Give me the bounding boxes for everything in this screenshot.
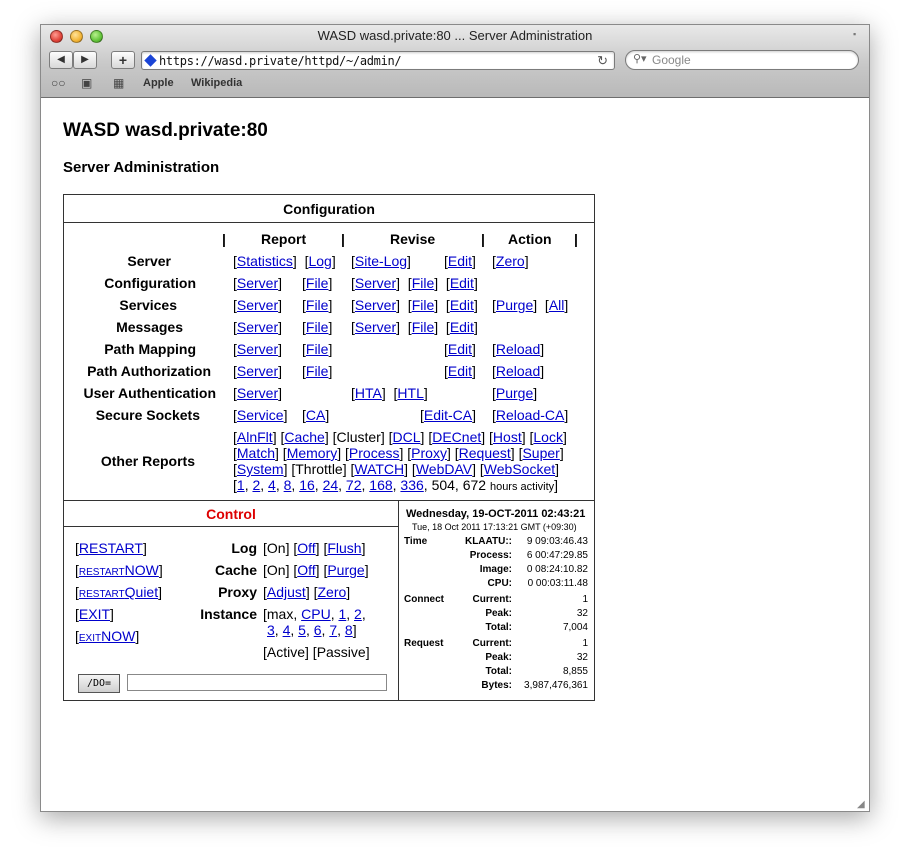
log-label: Log — [231, 540, 257, 556]
other-reports-line-2: [Match] [Memory] [Process] [Proxy] [Request] [Super] — [233, 445, 564, 461]
lock-icon: ▪ — [853, 29, 857, 39]
other-reports-line-1: [AlnFlt] [Cache] [Cluster] [DCL] [DECnet] [Host] [Lock] — [233, 429, 567, 445]
window-title: WASD wasd.private:80 ... Server Administration — [317, 28, 593, 43]
row-label-path-mapping: Path Mapping — [104, 341, 196, 357]
stats-cpu-label: CPU: — [487, 578, 512, 589]
action-link-group: [Reload] — [492, 341, 545, 357]
log-flush-link[interactable]: Flush — [327, 540, 362, 556]
stats-connect-current-value: 1 — [582, 594, 588, 605]
report-match-link[interactable]: Match — [236, 445, 276, 461]
exit-link[interactable]: EXIT — [78, 606, 111, 622]
site-icon — [144, 54, 156, 66]
revise-edit-group: [Edit] — [444, 253, 476, 269]
services-revise-server-link[interactable]: Server — [354, 297, 397, 313]
messages-server-link[interactable]: Server — [236, 319, 279, 335]
server-edit-link[interactable]: Edit — [447, 253, 473, 269]
col-header-action: Action — [508, 231, 552, 247]
search-icon: ⚲▾ — [633, 53, 647, 65]
report-proxy-link[interactable]: Proxy — [411, 445, 447, 461]
hours-plain-text: 504, 672 — [431, 477, 487, 493]
action-link-group: [Reload] — [492, 363, 545, 379]
page-title: WASD wasd.private:80 — [63, 120, 268, 141]
stats-request-peak-label: Peak: — [485, 652, 512, 663]
col-header-revise: Revise — [390, 231, 436, 247]
add-bookmark-button[interactable] — [111, 51, 135, 69]
report-throttle-text: Throttle — [295, 461, 343, 477]
hours-2-link[interactable]: 2 — [252, 477, 261, 493]
plus-icon: + — [118, 52, 128, 68]
messages-revise-server-link[interactable]: Server — [354, 319, 397, 335]
proxy-controls: [Adjust] [Zero] — [263, 584, 351, 600]
secure-sockets-ca-link[interactable]: CA — [305, 407, 326, 423]
stats-date: Wednesday, 19-OCT-2011 02:43:21 — [406, 508, 586, 520]
forward-button[interactable] — [73, 51, 97, 69]
address-bar[interactable] — [141, 51, 615, 70]
path-authorization-edit-link[interactable]: Edit — [447, 363, 473, 379]
instance-4-link[interactable]: 4 — [282, 622, 291, 638]
do-command-area — [64, 500, 398, 700]
report-memory-link[interactable]: Memory — [286, 445, 338, 461]
stats-node-label: KLAATU:: — [464, 536, 512, 547]
instance-3-link[interactable]: 3 — [267, 622, 275, 638]
instance-6-link[interactable]: 6 — [313, 622, 322, 638]
restart-quiet-smallcaps: RESTART — [78, 589, 125, 600]
report-process-link[interactable]: Process — [348, 445, 400, 461]
report-link-group: [Statistics] [Log] — [233, 253, 336, 269]
services-file-link[interactable]: File — [305, 297, 329, 313]
instance-label: Instance — [200, 606, 257, 622]
report-host-link[interactable]: Host — [492, 429, 522, 445]
stats-process-value: 6 00:47:29.85 — [526, 550, 588, 561]
stats-connect-peak-label: Peak: — [485, 608, 512, 619]
services-revise-file-link[interactable]: File — [411, 297, 435, 313]
col-header-report: Report — [261, 231, 307, 247]
report-link-group: [CA] — [302, 407, 330, 423]
messages-edit-link[interactable]: Edit — [449, 319, 474, 335]
control-heading: Control — [206, 506, 256, 522]
instance-2-link[interactable]: 2 — [354, 606, 362, 622]
stats-request-total-label: Total: — [485, 666, 512, 677]
stats-process-label: Process: — [469, 550, 512, 561]
report-lock-link[interactable]: Lock — [533, 429, 563, 445]
row-label-secure-sockets: Secure Sockets — [95, 407, 200, 423]
revise-link-group: [Edit] — [444, 363, 476, 379]
stats-request-bytes-label: Bytes: — [481, 680, 512, 691]
revise-link-group: [Server] [File] [Edit] — [351, 319, 478, 335]
cache-controls: [On] [Off] [Purge] — [263, 562, 369, 578]
hours-suffix-text: hours activity — [489, 481, 555, 493]
configuration-server-link[interactable]: Server — [236, 275, 279, 291]
bookmark-apple[interactable]: Apple — [143, 77, 174, 89]
report-link-group: [Server] — [233, 297, 283, 313]
instance-1-link[interactable]: 1 — [338, 606, 347, 622]
user-authentication-htl-link[interactable]: HTL — [397, 385, 424, 401]
hours-16-link[interactable]: 16 — [299, 477, 315, 493]
stats-request-total-value: 8,855 — [562, 666, 588, 677]
server-zero-link[interactable]: Zero — [495, 253, 525, 269]
stats-connect-peak-value: 32 — [576, 608, 588, 619]
restart-link[interactable]: RESTART — [78, 540, 143, 556]
instance-5-link[interactable]: 5 — [298, 622, 306, 638]
row-label-messages: Messages — [116, 319, 183, 335]
instance-controls-line-1: [max, CPU, 1, 2, — [263, 606, 366, 622]
secure-sockets-reload-ca-link[interactable]: Reload-CA — [495, 407, 565, 423]
proxy-label: Proxy — [218, 584, 257, 600]
configuration-revise-file-link[interactable]: File — [411, 275, 435, 291]
reload-icon[interactable]: ↻ — [597, 53, 608, 68]
server-site-log-link[interactable]: Site-Log — [354, 253, 408, 269]
instance-7-link[interactable]: 7 — [329, 622, 338, 638]
report-link-group: [Server] — [233, 363, 283, 379]
secure-sockets-service-link[interactable]: Service — [236, 407, 284, 423]
messages-revise-file-link[interactable]: File — [411, 319, 435, 335]
report-link-group: [File] — [302, 275, 333, 291]
revise-link-group: [Edit] — [444, 341, 476, 357]
stats-connect-total-value: 7,004 — [562, 622, 588, 633]
path-mapping-edit-link[interactable]: Edit — [447, 341, 473, 357]
restart-quiet-group: [RESTARTQuiet] — [75, 584, 162, 600]
instance-8-link[interactable]: 8 — [344, 622, 353, 638]
row-label-path-authorization: Path Authorization — [87, 363, 211, 379]
hours-24-link[interactable]: 24 — [322, 477, 339, 493]
col-separator: | — [574, 231, 578, 247]
user-authentication-server-link[interactable]: Server — [236, 385, 279, 401]
report-link-group: [Server] — [233, 341, 283, 357]
instance-passive-text: Passive — [316, 644, 366, 660]
report-link-group: [File] — [302, 341, 333, 357]
report-link-group: [Server] — [233, 319, 283, 335]
configuration-file-link[interactable]: File — [305, 275, 329, 291]
services-edit-link[interactable]: Edit — [449, 297, 474, 313]
report-websocket-link[interactable]: WebSocket — [483, 461, 556, 477]
col-separator: | — [341, 231, 345, 247]
services-purge-link[interactable]: Purge — [495, 297, 534, 313]
instance-status: [Active] [Passive] — [263, 644, 370, 660]
configuration-heading: Configuration — [283, 201, 375, 217]
report-decnet-link[interactable]: DECnet — [432, 429, 482, 445]
hours-1-link[interactable]: 1 — [236, 477, 245, 493]
browser-window — [40, 24, 870, 812]
report-request-link[interactable]: Request — [458, 445, 511, 461]
row-label-user-authentication: User Authentication — [83, 385, 216, 401]
cache-on-text: On — [266, 562, 286, 578]
url-text[interactable]: https://wasd.private/httpd/~/admin/ — [159, 54, 402, 68]
col-separator: | — [222, 231, 226, 247]
title-bar — [41, 25, 869, 98]
report-super-link[interactable]: Super — [522, 445, 560, 461]
action-link-group: [Reload-CA] — [492, 407, 569, 423]
hours-72-link[interactable]: 72 — [345, 477, 362, 493]
bookmark-wikipedia[interactable]: Wikipedia — [191, 77, 243, 89]
configuration-table — [63, 194, 595, 701]
row-label-configuration: Configuration — [104, 275, 196, 291]
path-authorization-server-link[interactable]: Server — [236, 363, 279, 379]
configuration-revise-server-link[interactable]: Server — [354, 275, 397, 291]
resize-grip-icon[interactable]: ◢ — [857, 799, 865, 810]
do-input[interactable] — [127, 674, 387, 691]
top-sites-grid-icon[interactable]: ▦ — [113, 76, 125, 90]
report-link-group: [Server] — [233, 385, 283, 401]
exit-now-group: [EXITNOW] — [75, 628, 140, 644]
report-webdav-link[interactable]: WebDAV — [415, 461, 473, 477]
stats-time-label: Time — [404, 536, 428, 547]
stats-image-value: 0 08:24:10.82 — [526, 564, 588, 575]
report-watch-link[interactable]: WATCH — [354, 461, 405, 477]
restart-group: [RESTART] — [75, 540, 147, 556]
hours-8-link[interactable]: 8 — [283, 477, 292, 493]
hours-336-link[interactable]: 336 — [400, 477, 424, 493]
revise-link-group: [HTA] [HTL] — [351, 385, 428, 401]
exit-now-smallcaps: EXIT — [78, 633, 102, 644]
row-label-other-reports: Other Reports — [100, 453, 195, 469]
restart-now-group: [RESTARTNOW] — [75, 562, 163, 578]
report-link-group: [Service] — [233, 407, 288, 423]
page-subtitle: Server Administration — [63, 159, 220, 176]
configuration-edit-link[interactable]: Edit — [449, 275, 474, 291]
stats-started: Tue, 18 Oct 2011 17:13:21 GMT (+09:30) — [412, 522, 577, 532]
right-arrow-icon: ▶ — [81, 54, 89, 65]
restart-quiet-suffix: Quiet — [124, 584, 159, 600]
revise-link-group: [Site-Log] — [351, 253, 411, 269]
stats-image-label: Image: — [479, 564, 512, 575]
other-reports-line-3: [System] [Throttle] [WATCH] [WebDAV] [WebSocket] — [233, 461, 560, 477]
report-link-group: [Server] — [233, 275, 283, 291]
action-link-group: [Purge] [All] — [492, 297, 569, 313]
stats-connect-current-label: Current: — [472, 594, 512, 605]
services-server-link[interactable]: Server — [236, 297, 279, 313]
exit-group: [EXIT] — [75, 606, 114, 622]
user-authentication-hta-link[interactable]: HTA — [354, 385, 382, 401]
report-system-link[interactable]: System — [236, 461, 284, 477]
server-statistics-link[interactable]: Statistics — [236, 253, 293, 269]
proxy-zero-link[interactable]: Zero — [317, 584, 347, 600]
stats-request-label: Request — [404, 638, 444, 649]
page-content — [41, 98, 869, 811]
hours-4-link[interactable]: 4 — [268, 477, 276, 493]
other-reports-line-4: [1, 2, 4, 8, 16, 24, 72, 168, 336, 504, 672 hours activity] — [233, 477, 559, 493]
back-button[interactable] — [49, 51, 73, 69]
log-on-text: On — [266, 540, 286, 556]
cache-label: Cache — [214, 562, 257, 578]
restart-now-suffix: NOW — [124, 562, 159, 578]
reading-list-icon[interactable]: ○○ — [51, 76, 66, 90]
hours-168-link[interactable]: 168 — [369, 477, 393, 493]
exit-now-suffix: NOW — [101, 628, 136, 644]
path-mapping-reload-link[interactable]: Reload — [495, 341, 541, 357]
report-alnflt-link[interactable]: AlnFlt — [236, 429, 273, 445]
stats-request-bytes-value: 3,987,476,361 — [524, 680, 588, 691]
messages-file-link[interactable]: File — [305, 319, 329, 335]
revise-link-group: [Server] [File] [Edit] — [351, 275, 478, 291]
path-mapping-server-link[interactable]: Server — [236, 341, 279, 357]
search-field[interactable] — [625, 50, 859, 70]
instance-active-text: Active — [266, 644, 306, 660]
stats-connect-total-label: Total: — [485, 622, 512, 633]
server-log-link[interactable]: Log — [308, 253, 332, 269]
log-controls: [On] [Off] [Flush] — [263, 540, 366, 556]
path-mapping-file-link[interactable]: File — [305, 341, 329, 357]
search-placeholder: Google — [652, 53, 691, 67]
log-off-link[interactable]: Off — [297, 540, 316, 556]
revise-link-group: [Server] [File] [Edit] — [351, 297, 478, 313]
stats-request-current-label: Current: — [472, 638, 512, 649]
proxy-adjust-link[interactable]: Adjust — [266, 584, 306, 600]
cache-purge-link[interactable]: Purge — [327, 562, 365, 578]
instance-max-text: max — [266, 606, 294, 622]
report-dcl-link[interactable]: DCL — [392, 429, 421, 445]
do-button[interactable]: /DO= — [78, 674, 120, 693]
path-authorization-file-link[interactable]: File — [305, 363, 329, 379]
row-label-server: Server — [127, 253, 171, 269]
instance-controls-line-2: 3, 4, 5, 6, 7, 8] — [267, 622, 357, 638]
stats-cpu-value: 0 00:03:11.48 — [527, 578, 588, 589]
user-authentication-purge-link[interactable]: Purge — [495, 385, 534, 401]
path-authorization-reload-link[interactable]: Reload — [495, 363, 541, 379]
row-label-services: Services — [119, 297, 177, 313]
services-all-link[interactable]: All — [548, 297, 565, 313]
col-separator: | — [481, 231, 485, 247]
stats-request-peak-value: 32 — [576, 652, 588, 663]
revise-link-group: [Edit-CA] — [420, 407, 477, 423]
restart-now-smallcaps: RESTART — [78, 567, 125, 578]
instance-cpu-link[interactable]: CPU — [301, 606, 331, 622]
report-link-group: [File] — [302, 319, 333, 335]
report-link-group: [File] — [302, 297, 333, 313]
action-link-group: [Zero] — [492, 253, 529, 269]
report-cluster-text: Cluster — [336, 429, 381, 445]
stats-request-current-value: 1 — [582, 638, 588, 649]
cache-off-link[interactable]: Off — [297, 562, 316, 578]
stats-connect-label: Connect — [404, 594, 444, 605]
left-arrow-icon: ◀ — [57, 54, 65, 65]
bookmarks-book-icon[interactable]: ▣ — [81, 76, 93, 90]
stats-node-value: 9 09:03:46.43 — [526, 536, 588, 547]
action-link-group: [Purge] — [492, 385, 538, 401]
report-link-group: [File] — [302, 363, 333, 379]
secure-sockets-edit-ca-link[interactable]: Edit-CA — [423, 407, 473, 423]
report-cache-link[interactable]: Cache — [284, 429, 325, 445]
